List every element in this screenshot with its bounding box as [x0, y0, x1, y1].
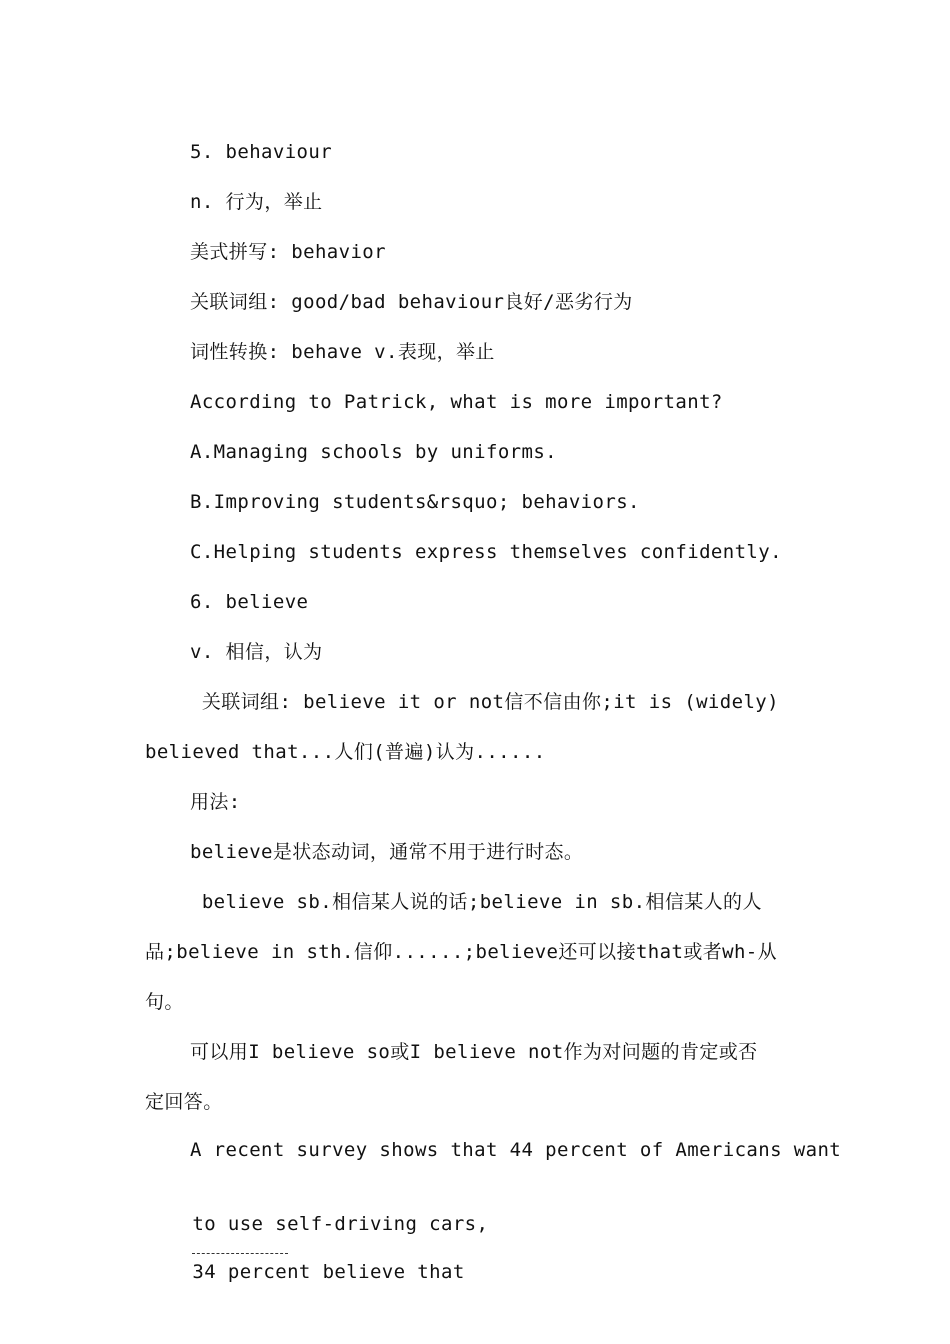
option-a: A.Managing schools by uniforms. — [190, 441, 558, 463]
entry-heading-behaviour: 5. behaviour — [190, 141, 333, 163]
usage-detail-continued: 品;believe in sth.信仰......;believe还可以接that或者wh-从 — [145, 941, 778, 963]
usage-answer-note: 可以用I believe so或I believe not作为对问题的肯定或否 — [190, 1041, 758, 1063]
usage-heading: 用法: — [190, 791, 241, 813]
word-form-conversion: 词性转换: behave v.表现，举止 — [190, 341, 495, 363]
exercise-sentence: A recent survey shows that 44 percent of Americans want — [190, 1139, 842, 1161]
related-phrases: 关联词组: believe it or not信不信由你;it is (widely) — [190, 691, 779, 713]
part-of-speech: v. 相信，认为 — [190, 641, 323, 663]
usage-note: believe是状态动词，通常不用于进行时态。 — [190, 841, 584, 863]
part-of-speech: n. 行为，举止 — [190, 191, 323, 213]
option-c: C.Helping students express themselves confidently. — [190, 541, 782, 563]
related-phrases: 关联词组: good/bad behaviour良好/恶劣行为 — [190, 291, 633, 313]
exercise-text-before-blank: to use self-driving cars, — [192, 1213, 489, 1235]
american-spelling: 美式拼写: behavior — [190, 241, 386, 263]
entry-heading-believe: 6. believe — [190, 591, 309, 613]
exercise-text-after-blank: 34 percent believe that — [192, 1261, 465, 1283]
usage-answer-note-end: 定回答。 — [145, 1091, 223, 1113]
related-phrases-continued: believed that...人们(普遍)认为...... — [145, 741, 546, 763]
fill-in-blank[interactable] — [192, 1239, 288, 1254]
option-b: B.Improving students&rsquo; behaviors. — [190, 491, 640, 513]
exercise-sentence-continued — [145, 1188, 488, 1308]
question-text: According to Patrick, what is more important? — [190, 391, 723, 413]
usage-detail: believe sb.相信某人说的话;believe in sb.相信某人的人 — [190, 891, 762, 913]
usage-detail-end: 句。 — [145, 991, 184, 1013]
